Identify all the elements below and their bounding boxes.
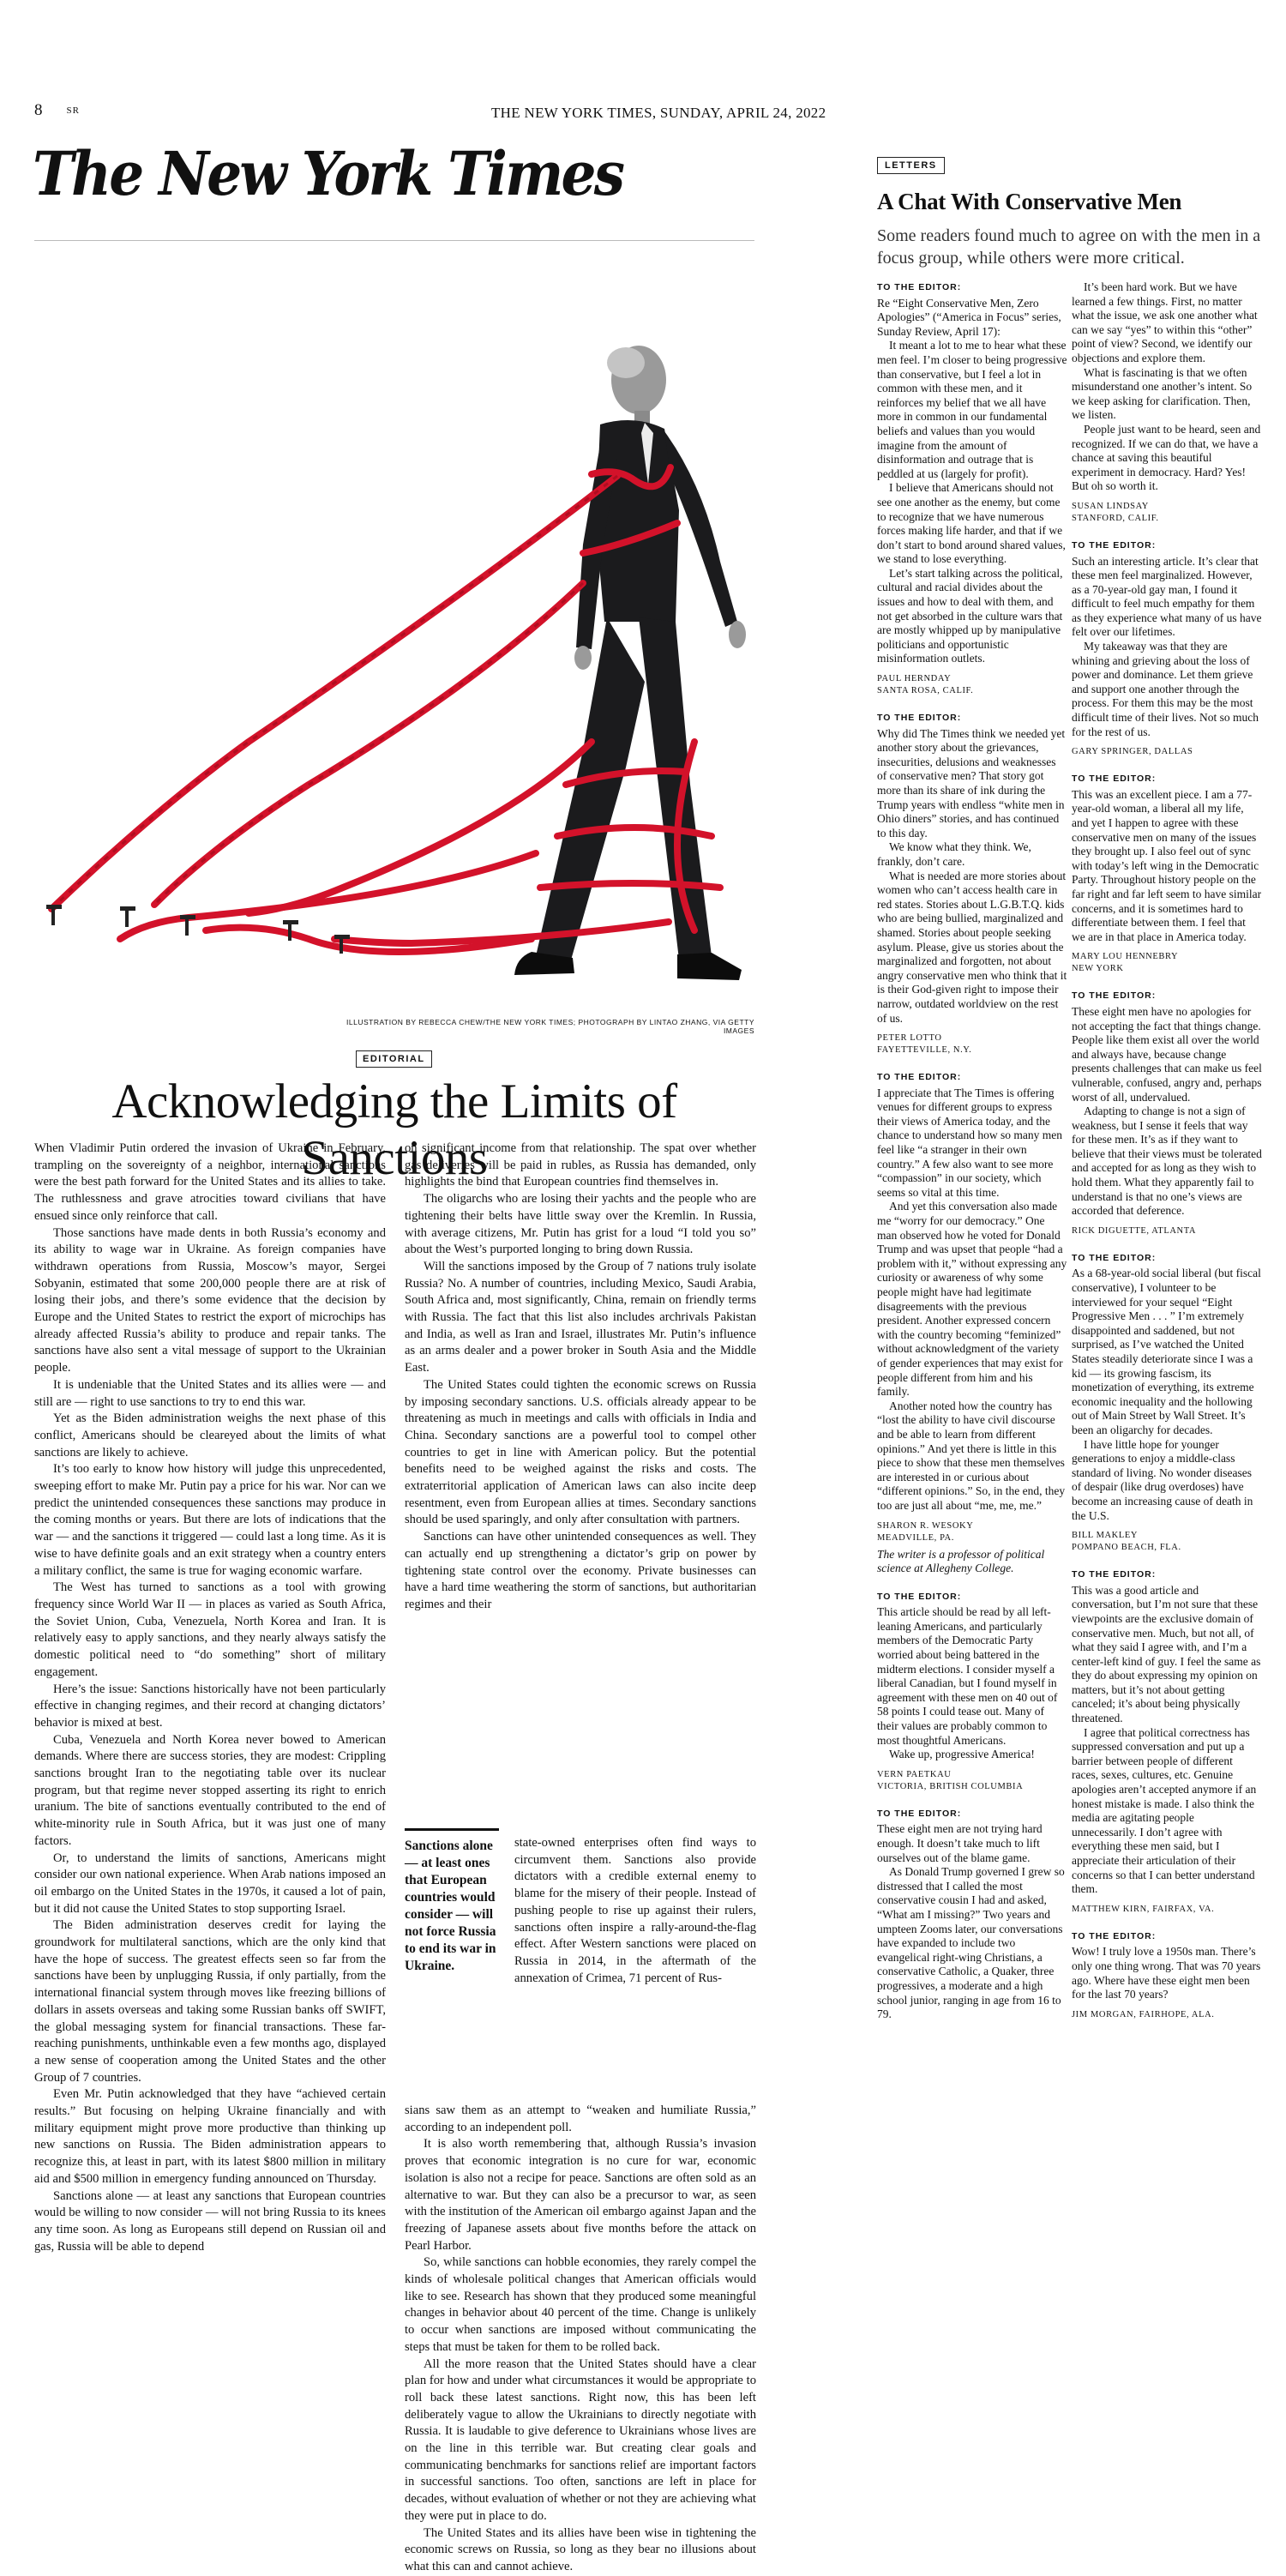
paragraph: The United States could tighten the economic screws on Russia by imposing secondary sanctions. U.S. officials already appear to be threatening as much in meetings and calls with officials in India and China. Secondary sanctions are a powerful tool to compel other countries to get in line with American policy. But the potential benefits need to be weighed against the risks and costs. The extraterritorial application of American laws can also incite deep resentment, even from European allies at times. Secondary sanctions should be used sparingly, and only after consultation with partners.: [405, 1377, 756, 1527]
paragraph: Cuba, Venezuela and North Korea never bowed to American demands. Where there are success stories, they are modest: Crippling sanctions brought Iran to the negotiating table over its nuclear program, but that regime never stopped asserting its right to enrich uranium. The bite of sanctions eventually contributed to the end of white-minority rule in South Africa, but it was just one of many factors.: [34, 1732, 386, 1848]
illustration-credit: ILLUSTRATION BY REBECCA CHEW/THE NEW YORK TIMES; PHOTOGRAPH BY LINTAO ZHANG, VIA GETTY IMAGES: [346, 1018, 754, 1035]
to-the-editor-label: TO THE EDITOR:: [1072, 990, 1157, 1002]
to-the-editor-label: TO THE EDITOR:: [1072, 1930, 1157, 1941]
letter-signature: VERN PAETKAU VICTORIA, BRITISH COLUMBIA: [877, 1769, 1024, 1791]
letter-paragraph: Why did The Times think we needed yet another story about the grievances, insecurities, delusions and weaknesses of conservative men? That story got more than its share of ink during the Trump years with endless “white men in Ohio diners” stories, and has continued to this day.: [877, 726, 1066, 840]
letter-paragraph: People just want to be heard, seen and recognized. If we can do that, we have a chance at saving this beautiful experiment in democracy. Hard? Yes! But oh so worth it.: [1072, 422, 1261, 493]
paragraph: on significant income from that relationship. The spat over whether gas deliveries will be paid in rubles, as Russia has demanded, only highlights the bind that European countries find themselves in.: [405, 1141, 756, 1189]
section-code: SR: [66, 105, 80, 116]
letters-dek: Some readers found much to agree on with the men in a focus group, while others were more critical.: [877, 226, 1261, 268]
letter-paragraph: Let’s start talking across the political, cultural and racial divides about the issues and how to deal with them, and not get absorbed in the culture wars that are mostly whipped up by manipulative politicians and opportunistic misinformation outlets.: [877, 566, 1063, 665]
paragraph: It is undeniable that the United States and its allies were — and still are — right to use sanctions to try to end this war.: [34, 1377, 386, 1409]
letter-paragraph: I agree that political correctness has suppressed conversation and put up a barrier between people of different races, sexes, cultures, etc. Genuine apologies aren’t accepted anymore if an honest mistake is made. I also think the media are agitating people unnecessarily. I don’t agree with everything these men said, but I appreciate their articulation of their concerns so that I can better understand them.: [1072, 1725, 1257, 1896]
paragraph: The West has turned to sanctions as a tool with growing frequency since World War II — in places as varied as South Africa, the Soviet Union, Cuba, Venezuela, North Korea and Iran. It is relatively easy to apply sanctions, and they nearly always satisfy the domestic political need to “do something” short of military engagement.: [34, 1580, 386, 1679]
paragraph: Will the sanctions imposed by the Group of 7 nations truly isolate Russia? No. A number of countries, including Mexico, Saudi Arabia, South Africa and, most significantly, China, remain on friendly terms with Russia. The fact that this list also includes archrivals Pakistan and India, as well as Iran and Israel, illustrates Mr. Putin’s influence as an arms dealer and a power broker in South Asia and the Middle East.: [405, 1259, 756, 1375]
paragraph: The United States and its allies have been wise in tightening the economic screws on Russia, so long as they bear no illusions about what this can and cannot achieve.: [405, 2525, 756, 2573]
letter-paragraph: These eight men have no apologies for not accepting the fact that things change. People like them exist all over the world and always have, because change presents challenges that can make us feel vulnerable, confused, angry and, perhaps worst of all, undervalued.: [1072, 1004, 1262, 1104]
letter-writer-note: The writer is a professor of political science at Allegheny College.: [877, 1547, 1045, 1575]
letter-paragraph: As Donald Trump governed I grew so distressed that I called the most conservative cousin I had and asked, “What am I missing?” Two years and umpteen Zooms later, our conversations have expanded to include two evangelical right-wing Christians, a conservative Catholic, a Quaker, three progressives, a moderate and a high school junior, ranging in age from 16 to 79.: [877, 1865, 1065, 2021]
letter-paragraph: It’s been hard work. But we have learned a few things. First, no matter what the issue, we ask one another what can we say “yes” to within this “other” point of view? Second, we identify our objections and explore them.: [1072, 280, 1258, 364]
paragraph: The Biden administration deserves credit for laying the groundwork for multilateral sanctions, which are the only kind that have the hope of success. The greatest effects seen so far from the sanctions have been by unplugging Russia, if only partially, from the international financial system through moves like freezing billions of dollars in assets overseas and taking some Russian banks off SWIFT, the global messaging system for financial transactions. These far-reaching punishments, unthinkable even a few months ago, displayed a new sense of cooperation among the United States and the other Group of 7 countries.: [34, 1918, 386, 2085]
letter-paragraph: This was a good article and conversation, but I’m not sure that these viewpoints are the exclusive domain of conservative men. Much, but not all, of what they said I agree with, and I’m a center-left kind of guy. I feel the same as they do about expressing my opinion on matters, but it’s not about getting canceled; it’s about being physically threatened.: [1072, 1583, 1261, 1725]
letter-signature: SHARON R. WESOKY MEADVILLE, PA.: [877, 1520, 974, 1543]
to-the-editor-label: TO THE EDITOR:: [1072, 1252, 1157, 1263]
letter-signature: MATTHEW KIRN, FAIRFAX, VA.: [1072, 1904, 1215, 1914]
letter-signature: RICK DIGUETTE, ATLANTA: [1072, 1225, 1197, 1236]
letter-paragraph: Wow! I truly love a 1950s man. There’s only one thing wrong. That was 70 years ago. Where have these eight men been for the last 70 years?: [1072, 1945, 1261, 2001]
page-number: 8: [34, 101, 43, 119]
letter-paragraph: This article should be read by all left-leaning Americans, and particularly members of the Democratic Party worried about being battered in the midterm elections. I consider myself a liberal Canadian, but I found myself in agreement with these men on 40 out of 58 points I could tease out. Many of their values are probably common to most thoughtful Americans.: [877, 1605, 1058, 1747]
letter-paragraph: And yet this conversation also made me “worry for our democracy.” One man observed how he voted for Donald Trump and was upset that people “had a problem with it,” without expressing any curiosity or awareness of why some people might have had legitimate disagreements with the previous president. Another expressed concern with the country becoming “feminized” without acknowledgment of the variety of gender experiences that may exist for people different from him and his family.: [877, 1200, 1067, 1399]
paragraph: Yet as the Biden administration weighs the next phase of this conflict, Americans should be cleareyed about the limits of what sanctions are likely to achieve.: [34, 1411, 386, 1460]
dateline: THE NEW YORK TIMES, SUNDAY, APRIL 24, 2022: [491, 105, 826, 121]
editorial-column-2: [405, 1141, 756, 1614]
paragraph: Sanctions alone — at least any sanctions that European countries would be willing to now consider — will not bring Russia to its knees any time soon. As long as Europeans still depend on Russian oil and gas, Russia will be able to depend: [34, 2188, 386, 2254]
letter-paragraph: What is fascinating is that we often misunderstand one another’s intent. So we keep asking for clarification. Then, we listen.: [1072, 365, 1253, 422]
to-the-editor-label: TO THE EDITOR:: [1072, 539, 1157, 551]
editorial-column-2-end: [405, 2103, 756, 2576]
letters-column-2: [1072, 280, 1262, 2021]
paragraph: It’s too early to know how history will judge this unprecedented, sweeping effort to make Mr. Putin pay a price for his war. Nor can we predict the unintended consequences these sanctions may produce in the coming months or years. But there are lots of indications that the war — and the sanctions it triggered — could last a long time. As it is wise to have definite goals and an exit strategy when a country enters a military conflict, the same is true for waging economic warfare.: [34, 1462, 386, 1578]
editorial-illustration: [34, 339, 754, 999]
letters-column-1: [877, 280, 1067, 2022]
letter-signature: BILL MAKLEY POMPANO BEACH, FLA.: [1072, 1531, 1181, 1553]
letters-headline: A Chat With Conservative Men: [877, 189, 1182, 214]
letter-paragraph: Such an interesting article. It’s clear that these men feel marginalized. However, as a 70-year-old gay man, I found it difficult to feel much empathy for them as they experience what many of us have felt over our lifetimes.: [1072, 554, 1262, 639]
letter-signature: MARY LOU HENNEBRY NEW YORK: [1072, 952, 1179, 974]
letter-paragraph: As a 68-year-old social liberal (but fiscal conservative), I volunteer to be interviewed for your sequel “Eight Progressive Men . . . ” I’m extremely disappointed and saddened, but not surprised, as I’ve watched the United States steadily deteriorate since I was a kid — its growing fascism, its monetization of everything, its extreme economic inequality and the hollowing out of Main Street by Wall Street. It’s been an oligarchy for decades.: [1072, 1267, 1261, 1436]
letter-signature: JIM MORGAN, FAIRHOPE, ALA.: [1072, 2009, 1215, 2019]
paragraph: state-owned enterprises often find ways to circumvent them. Sanctions also provide dictators with a credible external enemy to blame for the misery of their people. Instead of pushing people to rise up against their rulers, sanctions often inspire a rally-around-the-flag effect. After Western sanctions were placed on Russia in 2014, in the aftermath of the annexation of Crimea, 71 percent of Rus-: [514, 1836, 756, 1985]
to-the-editor-label: TO THE EDITOR:: [877, 282, 962, 292]
editorial-column-1: [34, 1141, 386, 2255]
paragraph: The oligarchs who are losing their yachts and the people who are tightening their belts have little sway over the Kremlin. In Russia, with average citizens, Mr. Putin has grist for a loud “I told you so” about the West’s purported longing to bring down Russia.: [405, 1192, 756, 1257]
paragraph: sians saw them as an attempt to “weaken and humiliate Russia,” according to an independent poll.: [405, 2104, 756, 2134]
paragraph: It is also worth remembering that, although Russia’s invasion proves that economic integration is no cure for war, economic isolation is also not a recipe for peace. Sanctions are often sold as an alternative to war. But they can also be a precursor to war, as seen with the institution of the American oil embargo against Japan and the freezing of Japanese assets about five months before the attack on Pearl Harbor.: [405, 2137, 756, 2253]
letter-paragraph: These eight men are not trying hard enough. It doesn’t take much to lift ourselves out of the blame game.: [877, 1822, 1043, 1864]
page-folio: [34, 101, 80, 120]
letter-signature: PETER LOTTO FAYETTEVILLE, N.Y.: [877, 1033, 972, 1056]
to-the-editor-label: TO THE EDITOR:: [877, 713, 962, 724]
editorial-headline: Acknowledging the Limits of Sanctions: [111, 1074, 677, 1185]
letters-label: LETTERS: [877, 157, 945, 174]
paragraph: Or, to understand the limits of sanctions, Americans might consider our own national experience. When Arab nations imposed an oil embargo on the United States in the 1970s, it caused a lot of pain, but it did not cause the United States to stop supporting Israel.: [34, 1851, 386, 1916]
letter-paragraph: I appreciate that The Times is offering venues for different groups to express their views of America today, and the chance to understand how so many men feel like “a stranger in their own country.” A few also want to see more “compassion” in our society, which seems so vital at this time.: [877, 1086, 1062, 1199]
letter-signature: SUSAN LINDSAY STANFORD, CALIF.: [1072, 501, 1159, 523]
letter-paragraph: What is needed are more stories about women who can’t access health care in red states. Stories about L.G.B.T.Q. kids who are being bullied, marginalized and shamed. Stories about people seeking asylum. Please, give us stories about the marginalized and forgotten, not about angry conservative men who think that it is their God-given right to impose their narrow, outdated worldview on the rest of us.: [877, 869, 1067, 1025]
letter-paragraph: It meant a lot to me to hear what these men feel. I’m closer to being progressive than conservative, but I feel a lot in common with these men, and it reinforces my belief that we all have more in common in our fundamental beliefs and values than you would imagine from the amount of disinformation and outrage that is peddled at us (largely for profit).: [877, 339, 1067, 480]
letter-paragraph: I believe that Americans should not see one another as the enemy, but come to recognize that we have numerous forces making life harder, and that if we don’t start to bond around shared values, we stand to lose everything.: [877, 481, 1066, 566]
editorial-column-2-wrap: [514, 1835, 756, 1987]
to-the-editor-label: TO THE EDITOR:: [1072, 1569, 1157, 1580]
masthead-logo: The New York Times: [33, 138, 623, 209]
letter-paragraph: This was an excellent piece. I am a 77-year-old woman, a liberal all my life, and yet I happen to agree with these conservative men on many of the issues they brought up. I also feel out of sync with today’s left wing in the Democratic Party. Throughout history people on the far right and far left seem to have similar concerns, and it is sometimes hard to differentiate between them. I feel that we are in that place in America today.: [1072, 787, 1262, 943]
letter-paragraph: Adapting to change is not a sign of weakness, but I sense it feels that way for these men. It’s as if they want to believe that their views must be tolerated and accepted for as long as they wish to hold them. What they apparently fail to understand is that no one’s views are accorded that deference.: [1072, 1104, 1262, 1218]
to-the-editor-label: TO THE EDITOR:: [1072, 773, 1157, 785]
paragraph: Sanctions can have other unintended consequences as well. They can actually end up strengthening a dictator’s grip on power by tightening state control over the economy. Private businesses can have a hard time weathering the storm of sanctions, but authoritarian regimes and their: [405, 1530, 756, 1611]
letter-paragraph: My takeaway was that they are whining and grieving about the loss of power and dominance. Let them grieve and support one another through the process. For them this may be the most difficult time of their lives. Not so much for the rest of us.: [1072, 640, 1259, 738]
paragraph: Even Mr. Putin acknowledged that they have “achieved certain results.” But focusing on helping Ukraine financially and with military equipment might prove more productive than thinking up new sanctions on Russia. The Biden administration appears to recognize this, at least in part, with its latest $800 million in military aid and $500 million in emergency funding announced on Thursday.: [34, 2087, 386, 2186]
pull-quote: Sanctions alone — at least ones that European countries would consider — will not force Russia to end its war in Ukraine.: [405, 1828, 499, 1975]
editorial-label: EDITORIAL: [356, 1050, 432, 1068]
letter-paragraph: We know what they think. We, frankly, don’t care.: [877, 840, 1031, 868]
paragraph: When Vladimir Putin ordered the invasion of Ukraine in February, trampling on the sovereignty of a neighbor, international sanctions were the best path forward for the United States and its allies to take. The ruthlessness and grave atrocities toward civilians that have ensued since only reinforce that call.: [34, 1141, 386, 1223]
paragraph: So, while sanctions can hobble economies, they rarely compel the kinds of wholesale political changes that American officials would like to see. Research has shown that they produced some meaningful changes in behavior about 40 percent of the time. Change is unlikely to occur when sanctions are imposed without communicating the steps that must be taken for them to be rolled back.: [405, 2255, 756, 2354]
letter-paragraph: Wake up, progressive America!: [889, 1748, 1035, 1761]
letter-signature: PAUL HERNDAY SANTA ROSA, CALIF.: [877, 674, 974, 696]
paragraph: Those sanctions have made dents in both Russia’s economy and its ability to wage war in Ukraine. As foreign companies have withdrawn operations from Russia, Moscow’s mayor, Sergei Sobyanin, estimated that some 200,000 people there are at risk of losing their jobs, and there’s some evidence that the decision by Europe and the United States to restrict the export of microchips has already affected Russia’s ability to produce and repair tanks. The sanctions have also sent a vital message of support to the Ukrainian people.: [34, 1225, 386, 1375]
to-the-editor-label: TO THE EDITOR:: [877, 1591, 962, 1602]
letter-signature: GARY SPRINGER, DALLAS: [1072, 747, 1193, 757]
letter-paragraph: Another noted how the country has “lost the ability to have civil discourse and be able to learn from different opinions.” And yet there is little in this piece to show that these men themselves are interested in or curious about “different opinions.” So, in the end, they too are just all about “me, me, me.”: [877, 1399, 1066, 1512]
paragraph: All the more reason that the United States should have a clear plan for how and under what circumstances it would be appropriate to roll back these latest sanctions. Right now, this has been left deliberately vague to allow the Ukrainians to directly negotiate with Russia. It is laudable to give deference to Ukrainians whose lives are on the line in this terrible war. But creating clear goals and communicating benchmarks for sanctions relief are important factors in successful sanctions. Too often, sanctions are left in place for decades, without evaluation of whether or not they are achieving what they were put in place to do.: [405, 2356, 756, 2523]
paragraph: Here’s the issue: Sanctions historically have not been particularly effective in changing regimes, and their record at changing dictators’ behavior is mixed at best.: [34, 1682, 386, 1730]
letter-paragraph: Re “Eight Conservative Men, Zero Apologies” (“America in Focus” series, Sunday Review, April 17):: [877, 296, 1061, 338]
to-the-editor-label: TO THE EDITOR:: [877, 1808, 962, 1819]
letter-paragraph: I have little hope for younger generations to enjoy a middle-class standard of living. No wonder diseases of despair (like drug overdoses) have become an increasing cause of death in the U.S.: [1072, 1437, 1253, 1522]
to-the-editor-label: TO THE EDITOR:: [877, 1072, 962, 1083]
masthead-rule: [34, 240, 754, 241]
